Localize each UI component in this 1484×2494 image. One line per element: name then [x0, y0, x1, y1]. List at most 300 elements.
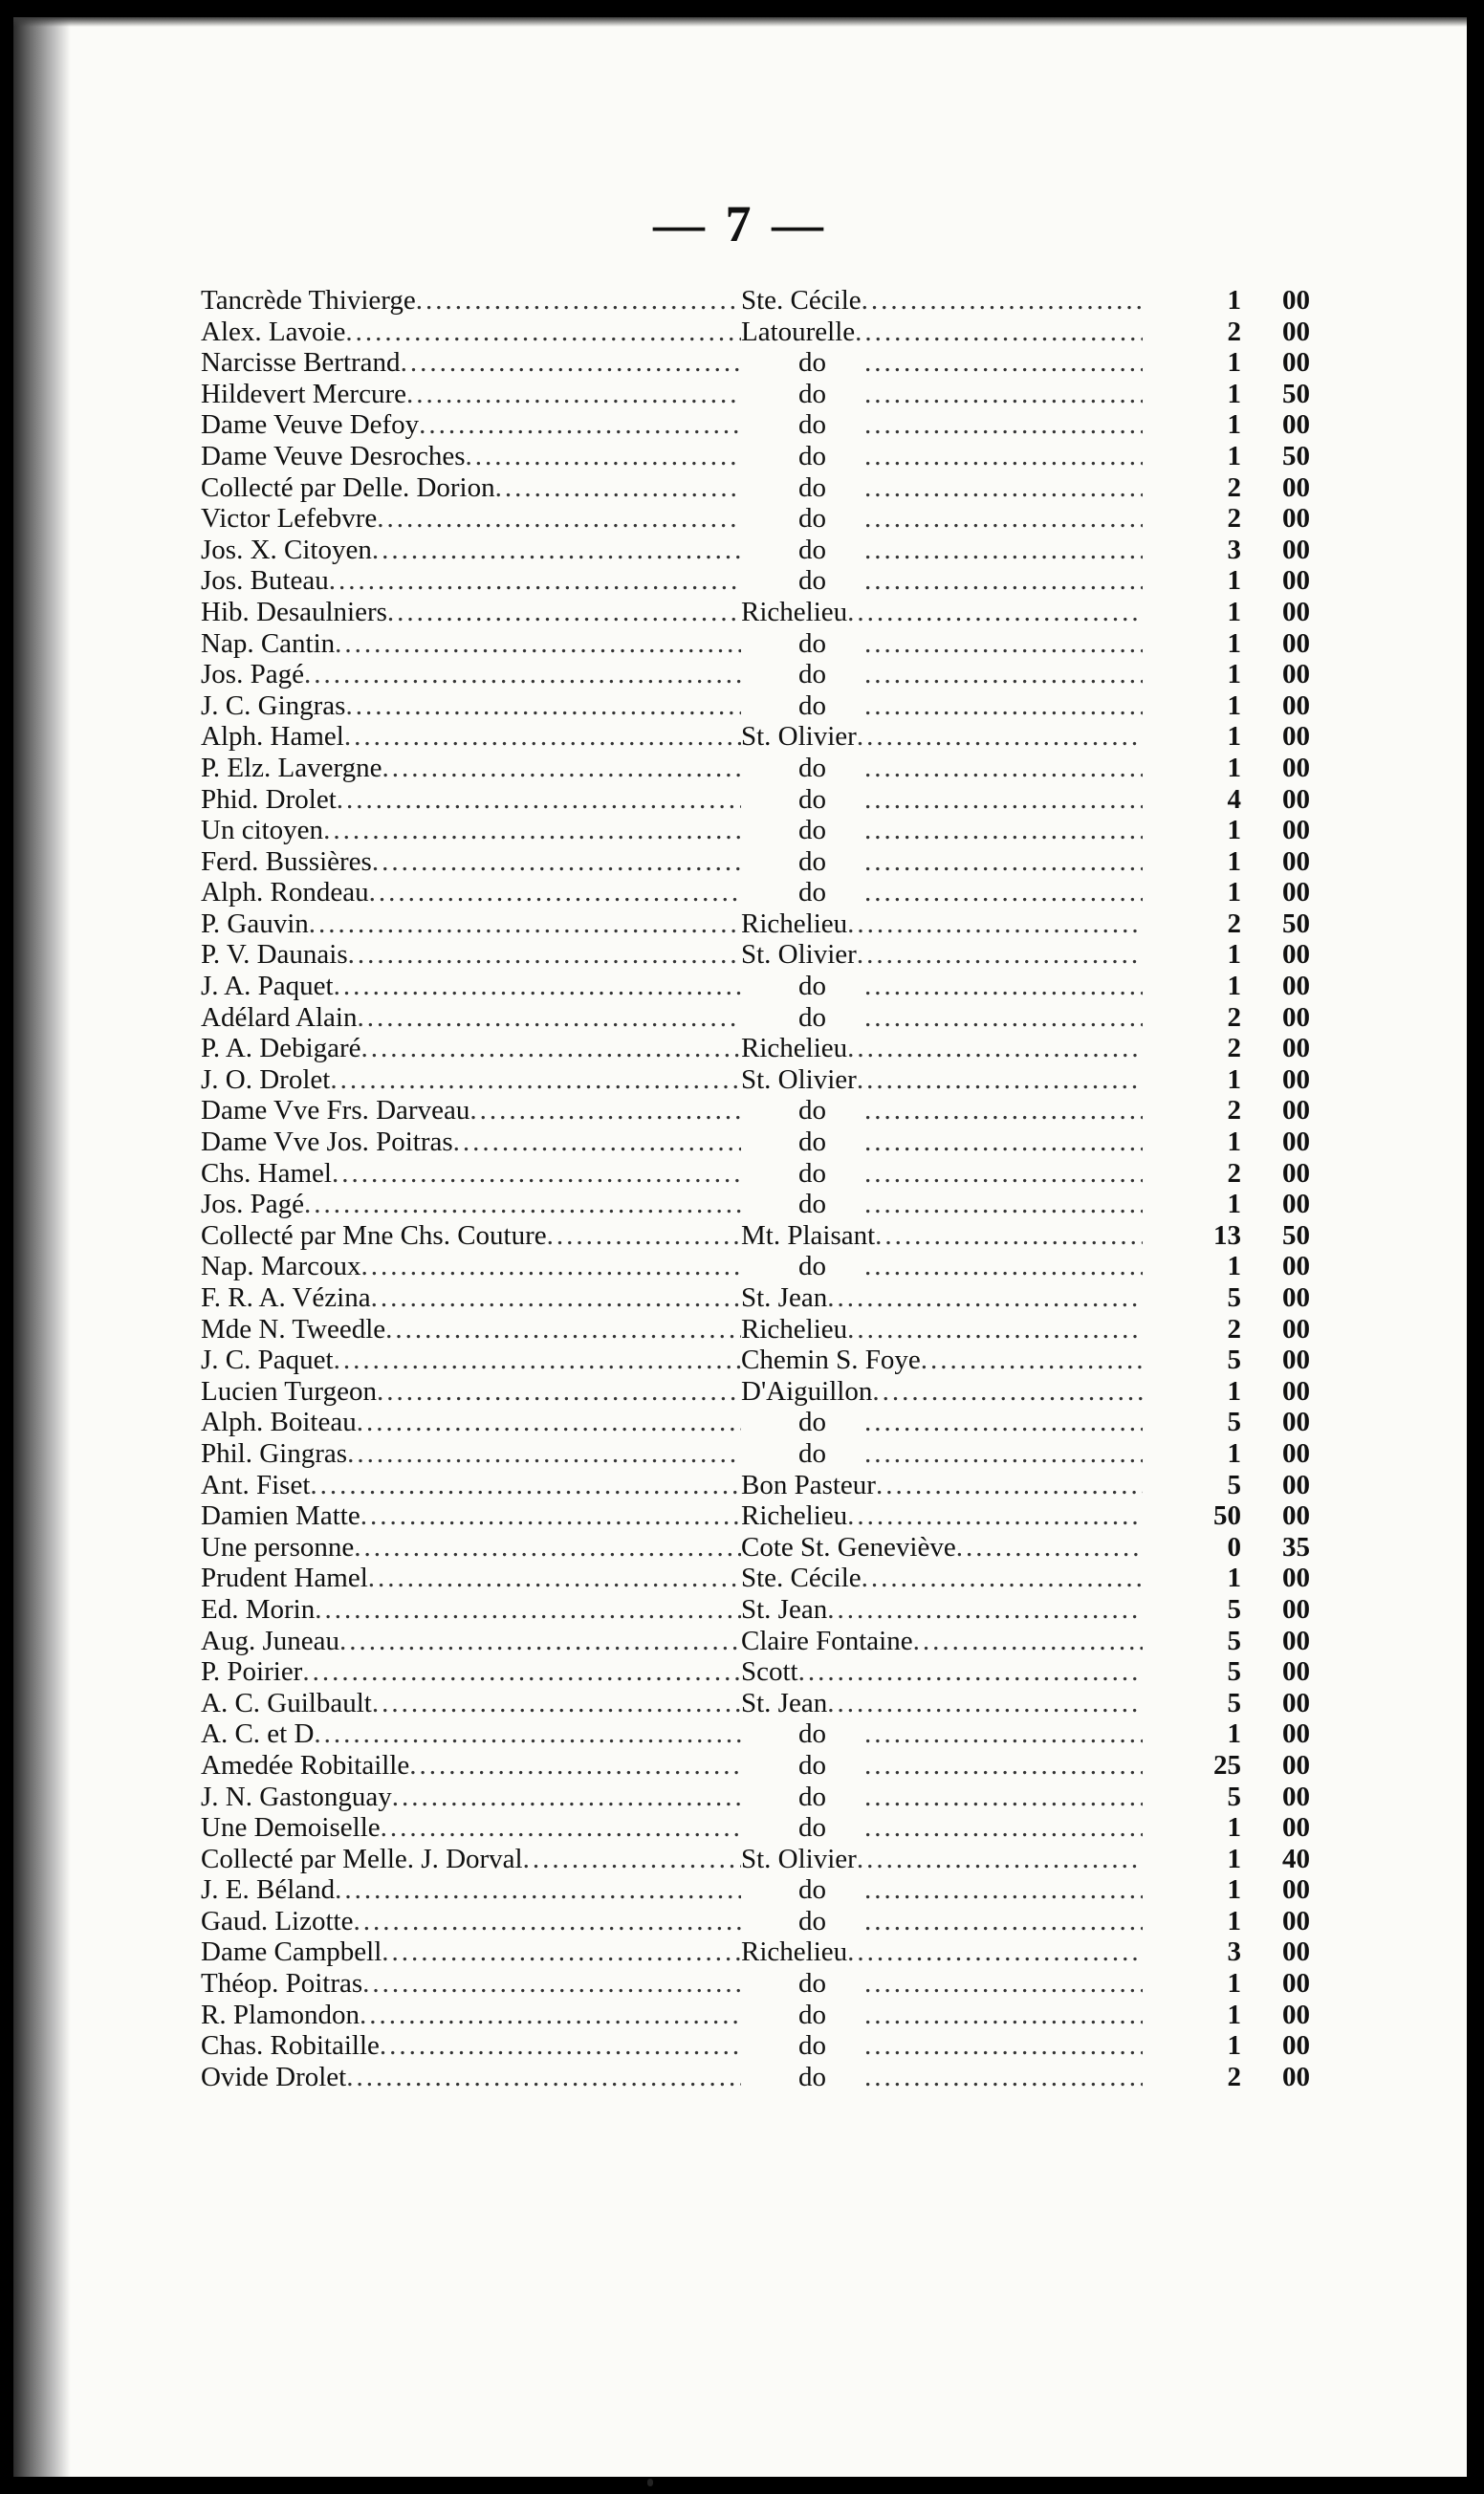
- donor-place-text: St. Jean: [741, 1282, 828, 1313]
- donor-name-text: Jos. Pagé: [201, 1189, 304, 1220]
- amount-dollars: 2: [1227, 1033, 1241, 1064]
- dot-leader: [495, 472, 741, 504]
- donation-amount: [1143, 409, 1310, 441]
- dot-leader: [382, 1936, 741, 1968]
- dot-leader: [416, 285, 741, 317]
- donor-name: [201, 1844, 741, 1875]
- donor-name: [201, 317, 741, 348]
- donor-name: [201, 971, 741, 1002]
- amount-dollars: 25: [1213, 1749, 1241, 1781]
- donor-place-text: do: [798, 877, 826, 908]
- dot-leader: [956, 1532, 1143, 1564]
- dot-leader: [315, 1594, 741, 1626]
- donor-name: [201, 409, 741, 441]
- donor-place-text: do: [798, 1189, 826, 1220]
- dot-leader: [864, 846, 1143, 878]
- dot-leader: [323, 815, 741, 846]
- donor-place-text: do: [798, 815, 826, 846]
- donor-name-text: Alex. Lavoie: [201, 316, 346, 347]
- donor-name-text: J. A. Paquet: [201, 971, 334, 1002]
- amount-cents: 00: [1282, 939, 1310, 971]
- list-item: [201, 784, 1310, 816]
- donor-place: [741, 1718, 1143, 1750]
- donor-place: [741, 1251, 1143, 1282]
- amount-cents: 00: [1282, 565, 1310, 597]
- donor-place-text: do: [798, 534, 826, 565]
- donor-place: [741, 503, 1143, 535]
- donor-place: [741, 1532, 1143, 1564]
- list-item: [201, 2000, 1310, 2031]
- amount-cents: 00: [1282, 627, 1310, 659]
- donor-name-text: Chas. Robitaille: [201, 2030, 380, 2062]
- donor-name: [201, 815, 741, 846]
- amount-cents: 00: [1282, 2061, 1310, 2092]
- list-item: [201, 1718, 1310, 1750]
- dot-leader: [864, 535, 1143, 566]
- donor-place: [741, 1594, 1143, 1626]
- amount-cents: 00: [1282, 1781, 1310, 1812]
- donation-amount: [1143, 1500, 1310, 1532]
- donation-amount: [1143, 347, 1310, 379]
- dot-leader: [329, 565, 741, 597]
- donor-name-text: Dame Veuve Defoy: [201, 409, 420, 441]
- amount-dollars: 1: [1227, 689, 1241, 721]
- donor-place-text: do: [798, 627, 826, 659]
- dot-leader: [857, 939, 1143, 971]
- dot-leader: [401, 347, 741, 379]
- donation-amount: [1143, 472, 1310, 504]
- donor-name-text: Un citoyen: [201, 815, 324, 846]
- amount-cents: 00: [1282, 1905, 1310, 1936]
- donation-amount: [1143, 1656, 1310, 1688]
- amount-dollars: 1: [1227, 347, 1241, 379]
- amount-cents: 00: [1282, 971, 1310, 1002]
- dot-leader: [372, 1688, 741, 1719]
- list-item: [201, 690, 1310, 722]
- donation-amount: [1143, 1376, 1310, 1408]
- amount-dollars: 1: [1227, 1375, 1241, 1407]
- amount-dollars: 1: [1227, 627, 1241, 659]
- amount-cents: 00: [1282, 1563, 1310, 1594]
- dot-leader: [864, 753, 1143, 784]
- list-item: [201, 1251, 1310, 1282]
- donor-place-text: do: [798, 1749, 826, 1781]
- donor-place: [741, 1750, 1143, 1782]
- donor-place: [741, 1376, 1143, 1408]
- amount-dollars: 1: [1227, 1874, 1241, 1906]
- donor-place: [741, 1314, 1143, 1345]
- donor-name: [201, 908, 741, 940]
- list-item: [201, 939, 1310, 971]
- donor-place: [741, 690, 1143, 722]
- donor-place-text: Claire Fontaine: [741, 1625, 913, 1656]
- list-item: [201, 1064, 1310, 1096]
- donor-place-text: D'Aiguillon: [741, 1375, 873, 1407]
- dot-leader: [857, 1844, 1143, 1875]
- donor-name-text: Gaud. Lizotte: [201, 1905, 354, 1936]
- ink-speck: [647, 2479, 653, 2486]
- donor-place-text: Chemin S. Foye: [741, 1345, 921, 1376]
- donor-place-text: do: [798, 2061, 826, 2092]
- donor-name: [201, 784, 741, 816]
- donor-place: [741, 1189, 1143, 1220]
- donor-name: [201, 1251, 741, 1282]
- dot-leader: [344, 721, 741, 753]
- donor-place: [741, 1782, 1143, 1813]
- dot-leader: [847, 597, 1143, 628]
- amount-dollars: 3: [1227, 534, 1241, 565]
- list-item: [201, 2062, 1310, 2093]
- donation-amount: [1143, 1002, 1310, 1034]
- donor-place-text: do: [798, 1718, 826, 1750]
- dot-leader: [864, 2000, 1143, 2031]
- donor-place: [741, 597, 1143, 628]
- amount-cents: 00: [1282, 1999, 1310, 2030]
- amount-cents: 00: [1282, 1500, 1310, 1532]
- amount-dollars: 1: [1227, 1251, 1241, 1282]
- amount-cents: 00: [1282, 1469, 1310, 1500]
- amount-dollars: 1: [1227, 721, 1241, 753]
- amount-dollars: 2: [1227, 1313, 1241, 1345]
- dot-leader: [857, 721, 1143, 753]
- dot-leader: [864, 815, 1143, 846]
- donor-name-text: J. O. Drolet: [201, 1063, 331, 1095]
- amount-dollars: 5: [1227, 1593, 1241, 1625]
- amount-cents: 00: [1282, 1345, 1310, 1376]
- list-item: [201, 815, 1310, 846]
- donor-place: [741, 1345, 1143, 1376]
- dot-leader: [875, 1220, 1143, 1252]
- donation-amount: [1143, 317, 1310, 348]
- amount-dollars: 2: [1227, 1157, 1241, 1189]
- dot-leader: [864, 472, 1143, 504]
- amount-cents: 00: [1282, 347, 1310, 379]
- donor-place-text: Scott: [741, 1656, 798, 1688]
- donation-amount: [1143, 1874, 1310, 1906]
- amount-cents: 00: [1282, 1656, 1310, 1688]
- list-item: [201, 1936, 1310, 1968]
- donor-place: [741, 1563, 1143, 1594]
- dot-leader: [385, 1314, 741, 1345]
- donor-name-text: Alph. Boiteau: [201, 1407, 357, 1438]
- donor-name-text: Victor Lefebvre: [201, 503, 378, 535]
- donation-amount: [1143, 1251, 1310, 1282]
- list-item: [201, 379, 1310, 410]
- dot-leader: [864, 503, 1143, 535]
- donor-name-text: Prudent Hamel: [201, 1563, 368, 1594]
- list-item: [201, 1189, 1310, 1220]
- amount-dollars: 1: [1227, 1063, 1241, 1095]
- donor-name-text: P. Poirier: [201, 1656, 303, 1688]
- donor-place: [741, 1812, 1143, 1844]
- donor-place-text: St. Olivier: [741, 1063, 857, 1095]
- amount-cents: 00: [1282, 721, 1310, 753]
- amount-cents: 00: [1282, 1593, 1310, 1625]
- dot-leader: [392, 1782, 741, 1813]
- donation-amount: [1143, 908, 1310, 940]
- donor-name-text: R. Plamondon: [201, 1999, 360, 2030]
- dot-leader: [855, 317, 1143, 348]
- dot-leader: [847, 1936, 1143, 1968]
- dot-leader: [862, 1563, 1143, 1594]
- donor-name-text: Jos. Buteau: [201, 565, 329, 597]
- donor-name: [201, 1220, 741, 1252]
- dot-leader: [864, 1002, 1143, 1034]
- donation-amount: [1143, 721, 1310, 753]
- donor-name-text: P. Gauvin: [201, 908, 309, 939]
- dot-leader: [304, 659, 741, 690]
- donor-place: [741, 535, 1143, 566]
- donor-place-text: Richelieu: [741, 1500, 848, 1532]
- donation-amount: [1143, 2030, 1310, 2062]
- amount-cents: 00: [1282, 1127, 1310, 1158]
- dot-leader: [380, 2030, 741, 2062]
- amount-dollars: 5: [1227, 1781, 1241, 1812]
- donor-place: [741, 1500, 1143, 1532]
- list-item: [201, 1095, 1310, 1127]
- list-item: [201, 597, 1310, 628]
- list-item: [201, 1345, 1310, 1376]
- amount-cents: 00: [1282, 1063, 1310, 1095]
- dot-leader: [409, 1750, 741, 1782]
- dot-leader: [346, 2062, 741, 2093]
- dot-leader: [523, 1844, 741, 1875]
- dot-leader: [864, 1782, 1143, 1813]
- dot-leader: [345, 690, 741, 722]
- dot-leader: [348, 939, 741, 971]
- donor-place: [741, 1002, 1143, 1034]
- donor-place-text: Mt. Plaisant: [741, 1219, 876, 1251]
- list-item: [201, 1750, 1310, 1782]
- amount-dollars: 1: [1227, 285, 1241, 316]
- donor-place: [741, 939, 1143, 971]
- amount-cents: 00: [1282, 659, 1310, 690]
- donor-name: [201, 1626, 741, 1657]
- donation-amount: [1143, 784, 1310, 816]
- donor-name-text: P. Elz. Lavergne: [201, 752, 382, 783]
- donor-name: [201, 1782, 741, 1813]
- donor-name-text: Ferd. Bussières: [201, 845, 372, 877]
- donation-amount: [1143, 690, 1310, 722]
- donor-place-text: do: [798, 409, 826, 441]
- donation-amount: [1143, 659, 1310, 690]
- donor-name-text: Jos. X. Citoyen: [201, 534, 372, 565]
- donor-place-text: do: [798, 1407, 826, 1438]
- dot-leader: [864, 1874, 1143, 1906]
- donor-name-text: Théop. Poitras: [201, 1968, 363, 2000]
- donor-name-text: Tancrède Thivierge: [201, 285, 416, 316]
- donor-place-text: St. Jean: [741, 1593, 828, 1625]
- donor-name: [201, 1282, 741, 1314]
- dot-leader: [864, 2062, 1143, 2093]
- donor-place: [741, 1064, 1143, 1096]
- donor-name-text: Dame Campbell: [201, 1936, 382, 1968]
- donor-name: [201, 1906, 741, 1937]
- donor-place-text: do: [798, 1812, 826, 1844]
- amount-dollars: 5: [1227, 1656, 1241, 1688]
- donor-name-text: A. C. Guilbault: [201, 1687, 372, 1718]
- donation-amount: [1143, 1127, 1310, 1158]
- donor-place-text: do: [798, 1874, 826, 1906]
- donor-name: [201, 721, 741, 753]
- donor-place: [741, 1968, 1143, 2000]
- donation-amount: [1143, 1064, 1310, 1096]
- donor-place-text: Cote St. Geneviève: [741, 1531, 956, 1563]
- donation-amount: [1143, 503, 1310, 535]
- amount-cents: 00: [1282, 1251, 1310, 1282]
- dot-leader: [864, 784, 1143, 816]
- donor-name: [201, 1874, 741, 1906]
- donation-amount: [1143, 1563, 1310, 1594]
- amount-dollars: 1: [1227, 378, 1241, 409]
- dot-leader: [857, 1064, 1143, 1096]
- amount-cents: 50: [1282, 378, 1310, 409]
- donor-place: [741, 1220, 1143, 1252]
- dot-leader: [339, 1626, 741, 1657]
- donor-name: [201, 846, 741, 878]
- amount-dollars: 1: [1227, 877, 1241, 908]
- scanned-page: [13, 17, 1467, 2477]
- dot-leader: [353, 1906, 741, 1937]
- donor-place-text: do: [798, 565, 826, 597]
- donor-name-text: J. C. Gingras: [201, 689, 346, 721]
- donation-amount: [1143, 1532, 1310, 1564]
- list-item: [201, 1314, 1310, 1345]
- donor-place: [741, 1470, 1143, 1501]
- donor-name: [201, 347, 741, 379]
- donor-name: [201, 1936, 741, 1968]
- list-item: [201, 565, 1310, 597]
- donor-name-text: Phid. Drolet: [201, 783, 337, 815]
- donor-name-text: Amedée Robitaille: [201, 1749, 410, 1781]
- donor-place-text: do: [798, 783, 826, 815]
- donation-amount: [1143, 1782, 1310, 1813]
- dot-leader: [864, 347, 1143, 379]
- dot-leader: [465, 441, 741, 472]
- donor-place-text: do: [798, 440, 826, 471]
- donation-amount: [1143, 1282, 1310, 1314]
- donation-amount: [1143, 846, 1310, 878]
- donor-name-text: Dame Vve Jos. Poitras: [201, 1127, 453, 1158]
- donor-name-text: Mde N. Tweedle: [201, 1313, 386, 1345]
- donation-amount: [1143, 939, 1310, 971]
- donor-place-text: do: [798, 1905, 826, 1936]
- dot-leader: [864, 1189, 1143, 1220]
- donation-amount: [1143, 877, 1310, 908]
- donor-place: [741, 659, 1143, 690]
- dot-leader: [332, 1158, 741, 1190]
- amount-dollars: 13: [1213, 1219, 1241, 1251]
- amount-dollars: 1: [1227, 752, 1241, 783]
- dot-leader: [864, 441, 1143, 472]
- list-item: [201, 628, 1310, 660]
- donation-amount: [1143, 628, 1310, 660]
- amount-cents: 00: [1282, 1095, 1310, 1127]
- donation-amount: [1143, 441, 1310, 472]
- amount-cents: 00: [1282, 1437, 1310, 1469]
- amount-dollars: 1: [1227, 1905, 1241, 1936]
- donor-name-text: P. A. Debigaré: [201, 1033, 361, 1064]
- donor-place: [741, 753, 1143, 784]
- dot-leader: [864, 1438, 1143, 1470]
- donor-place-text: Richelieu: [741, 1936, 848, 1968]
- donor-place: [741, 2062, 1143, 2093]
- donor-name-text: Collecté par Delle. Dorion: [201, 471, 495, 503]
- donor-place: [741, 1407, 1143, 1438]
- donor-place: [741, 2030, 1143, 2062]
- amount-dollars: 5: [1227, 1687, 1241, 1718]
- amount-dollars: 5: [1227, 1469, 1241, 1500]
- donor-name-text: Ant. Fiset: [201, 1469, 311, 1500]
- donor-place: [741, 565, 1143, 597]
- donor-name-text: Narcisse Bertrand: [201, 347, 401, 379]
- amount-cents: 00: [1282, 1812, 1310, 1844]
- donor-name: [201, 1095, 741, 1127]
- list-item: [201, 1968, 1310, 2000]
- donor-place: [741, 1656, 1143, 1688]
- amount-cents: 00: [1282, 534, 1310, 565]
- binding-shadow: [13, 17, 71, 2477]
- donor-place: [741, 441, 1143, 472]
- dot-leader: [864, 628, 1143, 660]
- amount-cents: 00: [1282, 752, 1310, 783]
- amount-cents: 00: [1282, 471, 1310, 503]
- list-item: [201, 347, 1310, 379]
- amount-cents: 35: [1282, 1531, 1310, 1563]
- list-item: [201, 503, 1310, 535]
- dot-leader: [302, 1656, 741, 1688]
- dot-leader: [314, 1718, 741, 1750]
- amount-dollars: 5: [1227, 1625, 1241, 1656]
- dot-leader: [864, 565, 1143, 597]
- donor-name: [201, 1345, 741, 1376]
- amount-dollars: 1: [1227, 815, 1241, 846]
- donor-place-text: do: [798, 689, 826, 721]
- donor-place-text: do: [798, 347, 826, 379]
- dot-leader: [362, 1968, 741, 2000]
- donor-place-text: Richelieu: [741, 908, 848, 939]
- donor-place: [741, 472, 1143, 504]
- dot-leader: [827, 1282, 1143, 1314]
- list-item: [201, 877, 1310, 908]
- donor-name-text: P. V. Daunais: [201, 939, 348, 971]
- donor-place: [741, 1936, 1143, 1968]
- amount-cents: 00: [1282, 1189, 1310, 1220]
- donation-list: [201, 285, 1310, 2092]
- list-item: [201, 409, 1310, 441]
- amount-cents: 00: [1282, 783, 1310, 815]
- list-item: [201, 1282, 1310, 1314]
- amount-dollars: 4: [1227, 783, 1241, 815]
- donor-name: [201, 1688, 741, 1719]
- amount-dollars: 2: [1227, 2061, 1241, 2092]
- donor-name: [201, 628, 741, 660]
- donation-amount: [1143, 1688, 1310, 1719]
- donor-name: [201, 1314, 741, 1345]
- dot-leader: [360, 1500, 741, 1532]
- donation-amount: [1143, 1189, 1310, 1220]
- donor-name-text: Phil. Gingras: [201, 1437, 348, 1469]
- list-item: [201, 535, 1310, 566]
- list-item: [201, 1033, 1310, 1064]
- donation-amount: [1143, 535, 1310, 566]
- donation-amount: [1143, 815, 1310, 846]
- amount-dollars: 1: [1227, 1127, 1241, 1158]
- donor-name-text: Dame Vve Frs. Darveau: [201, 1095, 470, 1127]
- amount-cents: 00: [1282, 1968, 1310, 2000]
- donor-name: [201, 1532, 741, 1564]
- donor-name: [201, 1718, 741, 1750]
